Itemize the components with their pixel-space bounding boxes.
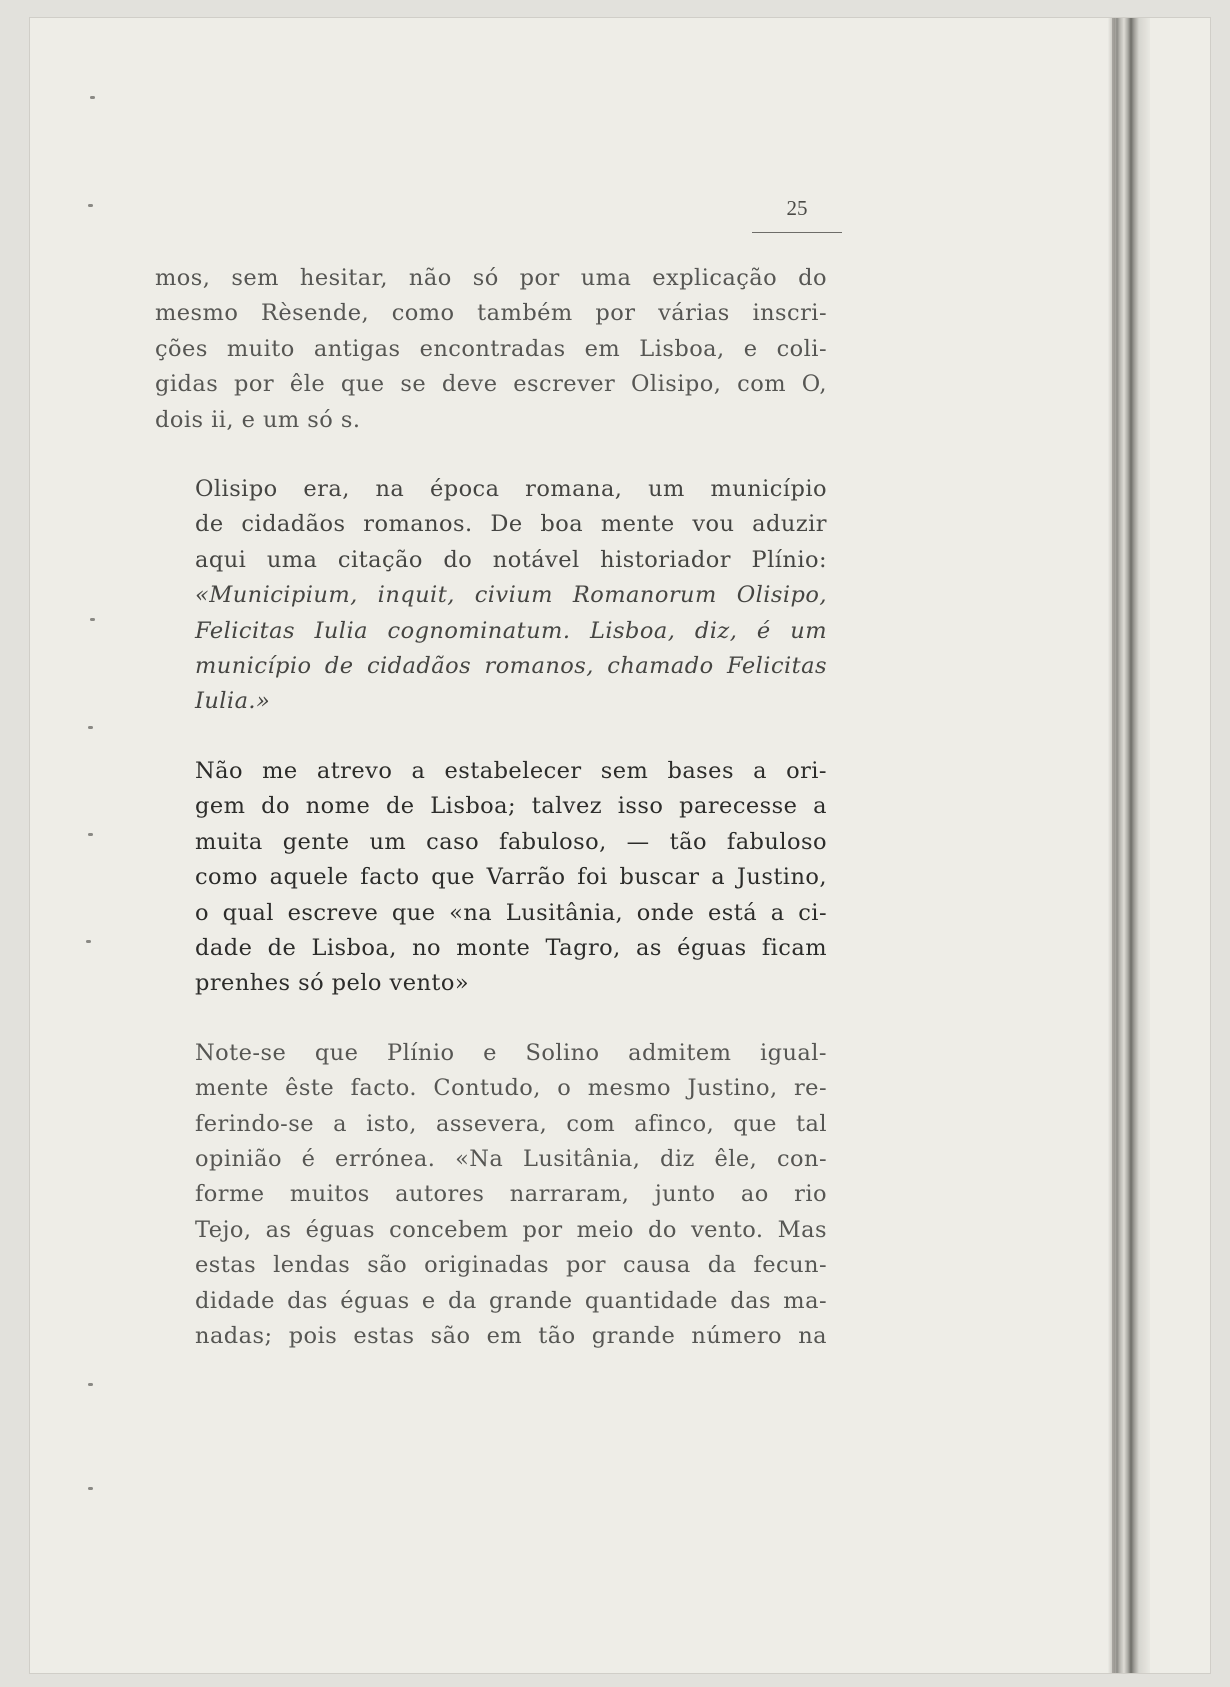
scan-speck (90, 618, 95, 621)
text-line: dade de Lisboa, no monte Tagro, as éguas ficam (195, 934, 827, 961)
scan-speck (90, 96, 95, 99)
scan-speck (88, 833, 93, 836)
page-number-rule (752, 232, 842, 233)
page-number: 25 (786, 196, 808, 220)
scan-speck (88, 204, 93, 207)
scan-speck (88, 1383, 93, 1386)
text-line: mos, sem hesitar, não só por uma explicação do (155, 265, 827, 291)
text-line: Felicitas Iulia cognominatum. Lisboa, diz, é um (195, 617, 827, 644)
text-line: gidas por êle que se deve escrever Olisipo, com O, (155, 371, 827, 398)
text-line: aqui uma citação do notável historiador Plínio: (195, 546, 827, 573)
text-line: Não me atrevo a estabelecer sem bases a ori- (195, 757, 827, 784)
text-line: município de cidadãos romanos, chamado Felicitas (195, 653, 827, 680)
text-line: prenhes só pelo vento» (195, 970, 470, 997)
body-text (155, 261, 827, 1354)
text-line: gem do nome de Lisboa; talvez isso parecesse a (195, 793, 827, 820)
paragraph-2 (155, 472, 827, 720)
text-line: como aquele facto que Varrão foi buscar a Justino, (195, 864, 827, 891)
text-line: dois ii, e um só s. (155, 406, 361, 433)
text-line: de cidadãos romanos. De boa mente vou aduzir (195, 511, 827, 538)
scan-speck (88, 1487, 93, 1490)
scan-speck (88, 726, 93, 729)
text-line: nadas; pois estas são em tão grande número na (195, 1322, 827, 1349)
text-line: mente êste facto. Contudo, o mesmo Justino, re- (195, 1075, 827, 1102)
binding-line (1112, 18, 1115, 1673)
text-line: Tejo, as éguas concebem por meio do vento. Mas (195, 1216, 827, 1243)
text-line: Note-se que Plínio e Solino admitem igual- (195, 1039, 827, 1066)
text-line: ferindo-se a isto, assevera, com afinco, que tal (195, 1110, 827, 1137)
text-line: forme muitos autores narraram, junto ao rio (195, 1181, 827, 1208)
text-line: estas lendas são originadas por causa da fecun- (195, 1252, 827, 1279)
text-line: «Municipium, inquit, civium Romanorum Olisipo, (195, 582, 827, 609)
scan-speck (86, 940, 91, 943)
text-line: ções muito antigas encontradas em Lisboa, e coli- (155, 335, 827, 362)
text-line: mesmo Rèsende, como também por várias inscri- (155, 300, 827, 327)
text-line: o qual escreve que «na Lusitânia, onde está a ci- (195, 899, 827, 926)
text-line: Iulia.» (195, 688, 271, 715)
text-line: opinião é errónea. «Na Lusitânia, diz êle, con- (195, 1145, 827, 1172)
paragraph-3 (155, 754, 827, 1002)
text-line: Olisipo era, na época romana, um município (195, 476, 827, 503)
paragraph-1 (155, 261, 827, 438)
text-line: didade das éguas e da grande quantidade das ma- (195, 1287, 827, 1314)
text-line: muita gente um caso fabuloso, — tão fabuloso (195, 828, 827, 855)
paragraph-4 (155, 1036, 827, 1355)
